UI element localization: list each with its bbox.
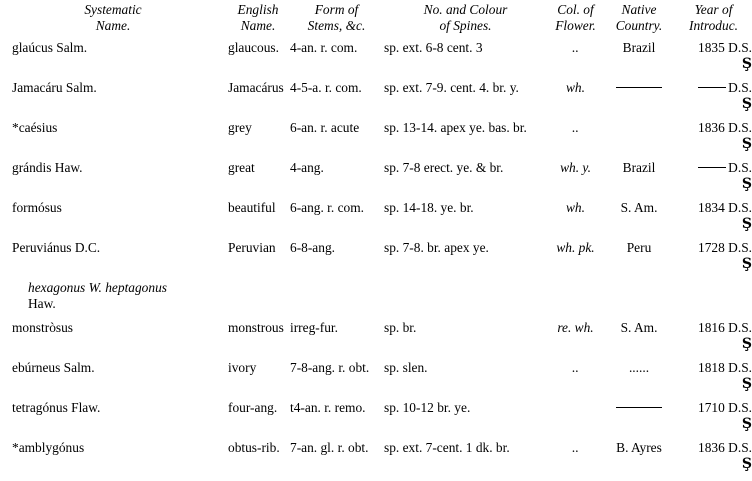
table-row [0, 400, 752, 440]
header-native-country: Native Country. [615, 2, 663, 33]
header-row [0, 2, 752, 40]
ds-label: D.S. [728, 200, 752, 215]
synonym-text [0, 280, 290, 320]
english-name: obtus-rib. [228, 440, 280, 455]
systematic-name: glaúcus Salm. [12, 40, 88, 55]
ds-label: D.S. [728, 400, 752, 415]
systematic-name: ebúrneus Salm. [12, 360, 95, 375]
english-name: monstrous [228, 320, 284, 335]
year: 1728 [698, 240, 725, 255]
flower-colour: re. wh. [557, 320, 594, 335]
native-country [603, 400, 675, 440]
ditto-dash [616, 407, 662, 408]
header-flower-colour: Col. of Flower. [555, 2, 596, 33]
stem-form: 6-an. r. acute [290, 120, 360, 135]
spines: sp. slen. [384, 360, 428, 375]
native-country: Brazil [622, 160, 656, 175]
cactus-species-table [0, 2, 752, 480]
synonym-row [0, 280, 752, 320]
systematic-name: tetragónus Flaw. [12, 400, 101, 415]
header-english-name: English Name. [237, 2, 279, 33]
spines: sp. 10-12 br. ye. [384, 400, 471, 415]
ds-label: D.S. [728, 80, 752, 95]
year-cell [675, 320, 752, 360]
header-form-of-stems: Form of Stems, &c. [307, 2, 366, 33]
stem-form: 6-8-ang. [290, 240, 335, 255]
systematic-name: Peruviánus D.C. [12, 240, 101, 255]
native-country: Peru [626, 240, 652, 255]
native-country [603, 80, 675, 120]
flower-colour: .. [572, 40, 579, 55]
native-country: ...... [628, 360, 650, 375]
table-row [0, 80, 752, 120]
ds-symbol-icon: Ş [741, 136, 752, 152]
year-cell [675, 120, 752, 160]
stem-form: 7-8-ang. r. obt. [290, 360, 370, 375]
ds-symbol-icon: Ş [741, 256, 752, 272]
english-name: Peruvian [228, 240, 276, 255]
spines: sp. br. [384, 320, 417, 335]
systematic-name: Jamacáru Salm. [12, 80, 97, 95]
flower-colour: wh. [566, 200, 585, 215]
ditto-dash [616, 87, 662, 88]
header-year-introduced: Year of Introduc. [689, 2, 738, 33]
spines: sp. ext. 6-8 cent. 3 [384, 40, 483, 55]
flower-colour: .. [572, 120, 579, 135]
spines: sp. ext. 7-9. cent. 4. br. y. [384, 80, 519, 95]
ds-label: D.S. [728, 440, 752, 455]
systematic-name: monstròsus [12, 320, 74, 335]
year: 1836 [698, 120, 725, 135]
spines: sp. 7-8 erect. ye. & br. [384, 160, 504, 175]
ds-symbol-icon: Ş [741, 416, 752, 432]
flower-colour: wh. pk. [556, 240, 595, 255]
year: 1816 [698, 320, 725, 335]
ds-label: D.S. [728, 40, 752, 55]
header-spines: No. and Colour of Spines. [423, 2, 508, 33]
systematic-name: *caésius [12, 120, 58, 135]
table-row [0, 360, 752, 400]
systematic-name: *amblygónus [12, 440, 85, 455]
synonym-author: Haw. [28, 296, 56, 311]
table-row [0, 40, 752, 80]
year-cell [675, 440, 752, 480]
stem-form: 4-ang. [290, 160, 324, 175]
year-cell [675, 40, 752, 80]
ds-symbol-icon: Ş [741, 96, 752, 112]
year: 1835 [698, 40, 725, 55]
flower-colour [548, 400, 603, 440]
table-row [0, 440, 752, 480]
native-country: S. Am. [620, 320, 658, 335]
flower-colour: wh. y. [560, 160, 591, 175]
ds-symbol-icon: Ş [741, 336, 752, 352]
year: 1834 [698, 200, 725, 215]
ds-label: D.S. [728, 360, 752, 375]
ds-label: D.S. [728, 320, 752, 335]
stem-form: 6-ang. r. com. [290, 200, 365, 215]
flower-colour: .. [572, 440, 579, 455]
ditto-dash [698, 87, 726, 88]
english-name: great [228, 160, 255, 175]
spines: sp. 14-18. ye. br. [384, 200, 474, 215]
stem-form: 4-5-a. r. com. [290, 80, 362, 95]
year: 1836 [698, 440, 725, 455]
year-cell [675, 160, 752, 200]
english-name: Jamacárus [228, 80, 284, 95]
header-systematic-name: Systematic Name. [84, 2, 142, 33]
ds-symbol-icon: Ş [741, 456, 752, 472]
native-country [603, 120, 675, 160]
spines: sp. 7-8. br. apex ye. [384, 240, 489, 255]
table-row [0, 240, 752, 280]
ds-symbol-icon: Ş [741, 56, 752, 72]
ds-symbol-icon: Ş [741, 176, 752, 192]
spines: sp. ext. 7-cent. 1 dk. br. [384, 440, 510, 455]
ds-symbol-icon: Ş [741, 216, 752, 232]
table-row [0, 320, 752, 360]
native-country: Brazil [622, 40, 656, 55]
table-row [0, 200, 752, 240]
ds-label: D.S. [728, 120, 752, 135]
ds-symbol-icon: Ş [741, 376, 752, 392]
year-cell [675, 240, 752, 280]
stem-form: 4-an. r. com. [290, 40, 358, 55]
english-name: glaucous. [228, 40, 279, 55]
native-country: B. Ayres [616, 440, 662, 455]
spines: sp. 13-14. apex ye. bas. br. [384, 120, 527, 135]
year: 1818 [698, 360, 725, 375]
english-name: beautiful [228, 200, 276, 215]
synonym-italic: hexagonus W. heptagonus [28, 280, 167, 295]
stem-form: t4-an. r. remo. [290, 400, 366, 415]
systematic-name: grándis Haw. [12, 160, 83, 175]
ds-label: D.S. [728, 160, 752, 175]
english-name: ivory [228, 360, 257, 375]
english-name: four-ang. [228, 400, 278, 415]
year: 1710 [698, 400, 725, 415]
native-country: S. Am. [620, 200, 658, 215]
systematic-name: formósus [12, 200, 62, 215]
year-cell [675, 360, 752, 400]
year-cell [675, 400, 752, 440]
table-row [0, 120, 752, 160]
english-name: grey [228, 120, 252, 135]
stem-form: irreg-fur. [290, 320, 338, 335]
year-cell [675, 200, 752, 240]
year-cell [675, 80, 752, 120]
ditto-dash [698, 167, 726, 168]
ds-label: D.S. [728, 240, 752, 255]
stem-form: 7-an. gl. r. obt. [290, 440, 369, 455]
flower-colour: .. [572, 360, 579, 375]
table-row [0, 160, 752, 200]
flower-colour: wh. [566, 80, 585, 95]
